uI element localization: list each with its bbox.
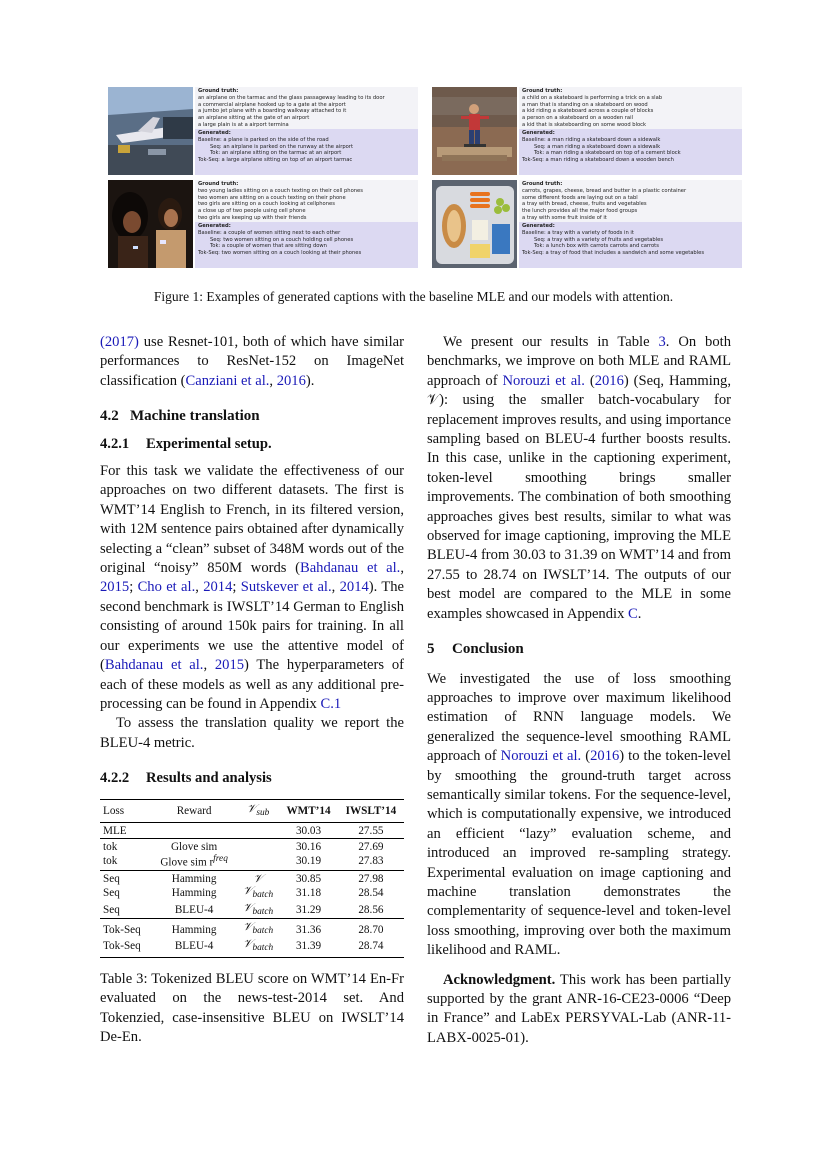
section-heading: 5 Conclusion — [427, 641, 524, 658]
gen-label: Tok: — [210, 243, 221, 250]
gt-line: carrots, grapes, cheese, bread and butter in a plastic container — [522, 187, 687, 194]
left-column — [100, 333, 404, 1048]
citation-link[interactable]: 2016 — [276, 372, 306, 389]
gt-title: Ground truth: — [522, 181, 563, 187]
table-row: Seq Hamming 𝒱 30.85 27.98 — [100, 870, 404, 885]
paragraph: To assess the translation quality we report the BLEU-4 metric. — [100, 715, 404, 751]
gt-line: a man that is standing on a skateboard on wood — [522, 101, 648, 108]
gen-text: a couple of women sitting next to each other — [223, 229, 341, 236]
paragraph: For this task we validate the effectiveness of our approaches on two different datasets. The first is WMT’14 English to French, in its filtered version, with 12M sentence pairs obtained after dynamically selecting a “clean” subset of 348M words out of the original “noisy” 850M words (Bahdanau et al., 2015; Cho et al., 2014; Sutskever et al., 2014). The second benchmark is IWSLT’14 German to English consisting of around 150k pairs for training. In all our experiments we use the attentive model of (Bahdanau et al., 2015) The hyperparameters of each of these models as well as any additional pre-processing can be found in Appendix C.1 — [100, 463, 405, 712]
gt-line: a close up of two people using cell phone — [198, 208, 306, 215]
gt-line: some different foods are laying out on a tabl — [522, 194, 638, 201]
citation-link[interactable]: Canziani et al. — [185, 372, 270, 389]
gen-text: a man riding a skateboard down a wooden bench — [545, 157, 674, 164]
appendix-link[interactable]: C.1 — [320, 695, 342, 712]
table-row: Seq BLEU-4 𝒱$_{batch}$ 31.29 28.56 — [103, 901, 384, 917]
citation-link[interactable]: Norouzi et al. — [502, 372, 585, 389]
table-row: tok Glove sim $r^{freq}$ 30.19 27.83 — [103, 854, 384, 869]
gen-label: Seq: — [210, 143, 222, 150]
gen-text: a tray of food that includes a sandwich and some vegetables — [545, 250, 705, 257]
gen-label: Baseline: — [522, 229, 546, 236]
citation-link[interactable]: 2016 — [594, 372, 624, 389]
gen-text: a couple of women that are sitting down — [221, 243, 327, 250]
gen-title: Generated: — [198, 223, 231, 229]
gen-label: Tok: — [534, 243, 545, 250]
gt-title: Ground truth: — [198, 181, 239, 187]
table-row: Tok-Seq BLEU-4 𝒱$_{batch}$ 31.39 28.74 — [100, 938, 404, 957]
skateboarder-photo — [432, 87, 517, 175]
citation-link[interactable]: 2015 — [214, 657, 245, 674]
gen-title: Generated: — [522, 223, 555, 229]
citation-link[interactable]: Sutskever et al. — [240, 579, 332, 596]
gen-label: Baseline: — [198, 229, 222, 236]
table-header-row: Loss Reward 𝒱$_{sub}$ WMT’14 IWSLT’14 — [100, 799, 404, 823]
gen-text: a plane is parked on the side of the road — [223, 136, 329, 143]
gt-line: the lunch provides all the major food groups — [522, 208, 638, 215]
gen-label: Seq: — [534, 143, 546, 150]
gt-line: a child on a skateboard is performing a trick on a slab — [522, 94, 663, 101]
gen-label: Tok-Seq: — [522, 250, 544, 257]
gen-text: a man riding a skateboard on top of a cement block — [545, 150, 681, 157]
gt-line: two young ladies sitting on a couch texting on their cell phones — [198, 187, 363, 194]
airplane-at-airport-photo — [108, 87, 193, 175]
food-container-photo — [432, 180, 517, 268]
gen-label: Tok-Seq: — [522, 157, 544, 164]
appendix-link[interactable]: C — [628, 605, 638, 622]
gen-label: Tok: — [534, 150, 545, 157]
right-column — [427, 333, 731, 1048]
gen-text: an airplane is parked on the runway at the airport — [223, 143, 353, 150]
citation-link[interactable]: 2014 — [339, 579, 369, 596]
gen-title: Generated: — [522, 130, 555, 136]
gen-label: Tok-Seq: — [198, 157, 220, 164]
gt-line: an airplane sitting at the gate of an airport — [198, 115, 310, 122]
citation-link[interactable]: Bahdanau et al. — [299, 560, 401, 577]
table-row: Tok-Seq Hamming 𝒱$_{batch}$ 31.36 28.70 — [100, 919, 404, 938]
section-heading: 4.2 Machine translation — [100, 408, 260, 425]
table-row: Seq Hamming 𝒱$_{batch}$ 31.18 28.54 — [103, 885, 384, 901]
gen-text: a lunch box with carrots carrots and carrots — [545, 243, 659, 250]
citation-link[interactable]: Bahdanau et al. — [104, 657, 204, 674]
citation-link[interactable]: 2015 — [100, 579, 130, 596]
paragraph: We investigated the use of loss smoothing approaches to improve over maximum likelihood estimation of RNN language models. We generalized the sequence-level smoothing RAML approach of Norouzi et al. (2016) to the token-level by smoothing the ground-truth target across semantically similar tokens. For the sequence-level, which is computationally expensive, we introduced an efficient “lazy” evaluation scheme, and introduced an improved re-sampling strategy. Experimental evaluation on image captioning and machine translation demonstrates the complementarity of sequence-level and token-level loss smoothing, improving over both the maximum likelihood and RAML. — [427, 670, 731, 959]
citation-link[interactable]: (2017) — [100, 334, 139, 350]
figure-panel-airplane — [108, 87, 418, 175]
gen-title: Generated: — [198, 130, 231, 136]
gt-line: a tray with some fruit inside of it — [522, 214, 607, 221]
gt-line: a person on a skateboard on a wooden rail — [522, 115, 633, 122]
gen-text: two women sitting on a couch holding cell phones — [223, 236, 354, 243]
figure-caption: Figure 1: Examples of generated captions with the baseline MLE and our models with attention. — [153, 289, 674, 304]
gt-line: a commercial airplane hooked up to a gate at the airport — [198, 101, 346, 108]
gen-label: Tok-Seq: — [198, 250, 220, 257]
gt-line: an airplane on the tarmac and the glass passageway leading to its door — [198, 94, 385, 101]
gen-text: a man riding a skateboard down a sidewalk — [547, 143, 661, 150]
gt-title: Ground truth: — [522, 88, 563, 94]
gen-text: a tray with a variety of foods in it — [547, 229, 634, 236]
gt-title: Ground truth: — [198, 88, 239, 94]
gt-line: two girls are keeping up with their friends — [198, 214, 307, 221]
figure-panel-skateboard — [432, 87, 742, 175]
gen-label: Seq: — [210, 236, 222, 243]
gt-line: a large plain is at a airport termina — [198, 121, 289, 128]
gen-text: two women sitting on a couch looking at their phones — [221, 250, 362, 257]
table-ref-link[interactable]: 3 — [658, 334, 666, 350]
citation-link[interactable]: 2016 — [590, 748, 620, 765]
gt-line: a kid that is skateboarding on some wood block — [522, 121, 647, 128]
table-caption: Table 3: Tokenized BLEU score on WMT’14 En-Fr evaluated on the news-test-2014 set. And Tokenzied, case-insensitive BLEU on IWSLT’14 De-En. — [100, 970, 404, 1046]
figure-panel-food — [432, 180, 742, 268]
citation-link[interactable]: Norouzi et al. — [500, 748, 582, 765]
gt-line: a tray with bread, cheese, fruits and vegetables — [522, 201, 647, 208]
gt-line: two girls are sitting on a couch looking at cellphones — [198, 201, 335, 208]
gen-text: a man riding a skateboard down a sidewalk — [547, 136, 661, 143]
gen-label: Seq: — [534, 236, 546, 243]
gen-label: Tok: — [210, 150, 221, 157]
gt-line: a kid riding a skateboard across a couple of blocks — [522, 108, 654, 115]
table-row: tok Glove sim 30.16 27.69 — [100, 838, 404, 853]
gen-label: Baseline: — [198, 136, 222, 143]
acknowledgment: Acknowledgment. This work has been partially supported by the grant ANR-16-CE23-0006 “Deep in France” and LabEx PERSYVAL-Lab (ANR-11-LABX-0025-01). — [427, 971, 731, 1046]
gt-line: a jumbo jet plane with a boarding walkway attached to it — [198, 108, 347, 115]
figure-panel-couch — [108, 180, 418, 268]
gen-text: an airplane sitting on the tarmac at an airport — [221, 150, 342, 157]
women-on-couch-photo — [108, 180, 193, 268]
subsection-heading: 4.2.1 Experimental setup. — [100, 435, 272, 452]
gen-text: a tray with a variety of fruits and vegetables — [547, 236, 664, 243]
subsection-heading: 4.2.2 Results and analysis — [100, 770, 272, 787]
figure-1 — [108, 87, 742, 271]
results-table — [100, 799, 404, 958]
citation-link[interactable]: 2014 — [203, 579, 233, 596]
paragraph: (2017) use Resnet-101, both of which have similar performances to ResNet-152 on ImageNet classification (Canziani et al., 2016). — [100, 334, 404, 389]
paragraph: We present our results in Table 3. On both benchmarks, we improve on both MLE and RAML approach of Norouzi et al. (2016) (Seq, Hamming, 𝒱): using the smaller batch-vocabulary for replacement improves results, and using importance sampling based on BLEU-4 further boosts results. In this case, unlike in the captioning experiment, token-level smoothing brings smaller improvements. The combination of both smoothing approaches gives best results, similar to what was observed for image captioning, improving the MLE BLEU-4 from 30.03 to 31.39 on WMT’14 and from 27.55 to 28.74 on IWSLT’14. The outputs of our best model are compared to the MLE in some examples showcased in Appendix C. — [427, 334, 732, 622]
gen-text: a large airplane sitting on top of an airport tarmac — [221, 157, 353, 164]
citation-link[interactable]: Cho et al. — [137, 579, 196, 596]
gen-label: Baseline: — [522, 136, 546, 143]
table-row: MLE 30.03 27.55 — [100, 823, 404, 839]
gt-line: two women are sitting on a couch texting on their phone — [198, 194, 346, 201]
